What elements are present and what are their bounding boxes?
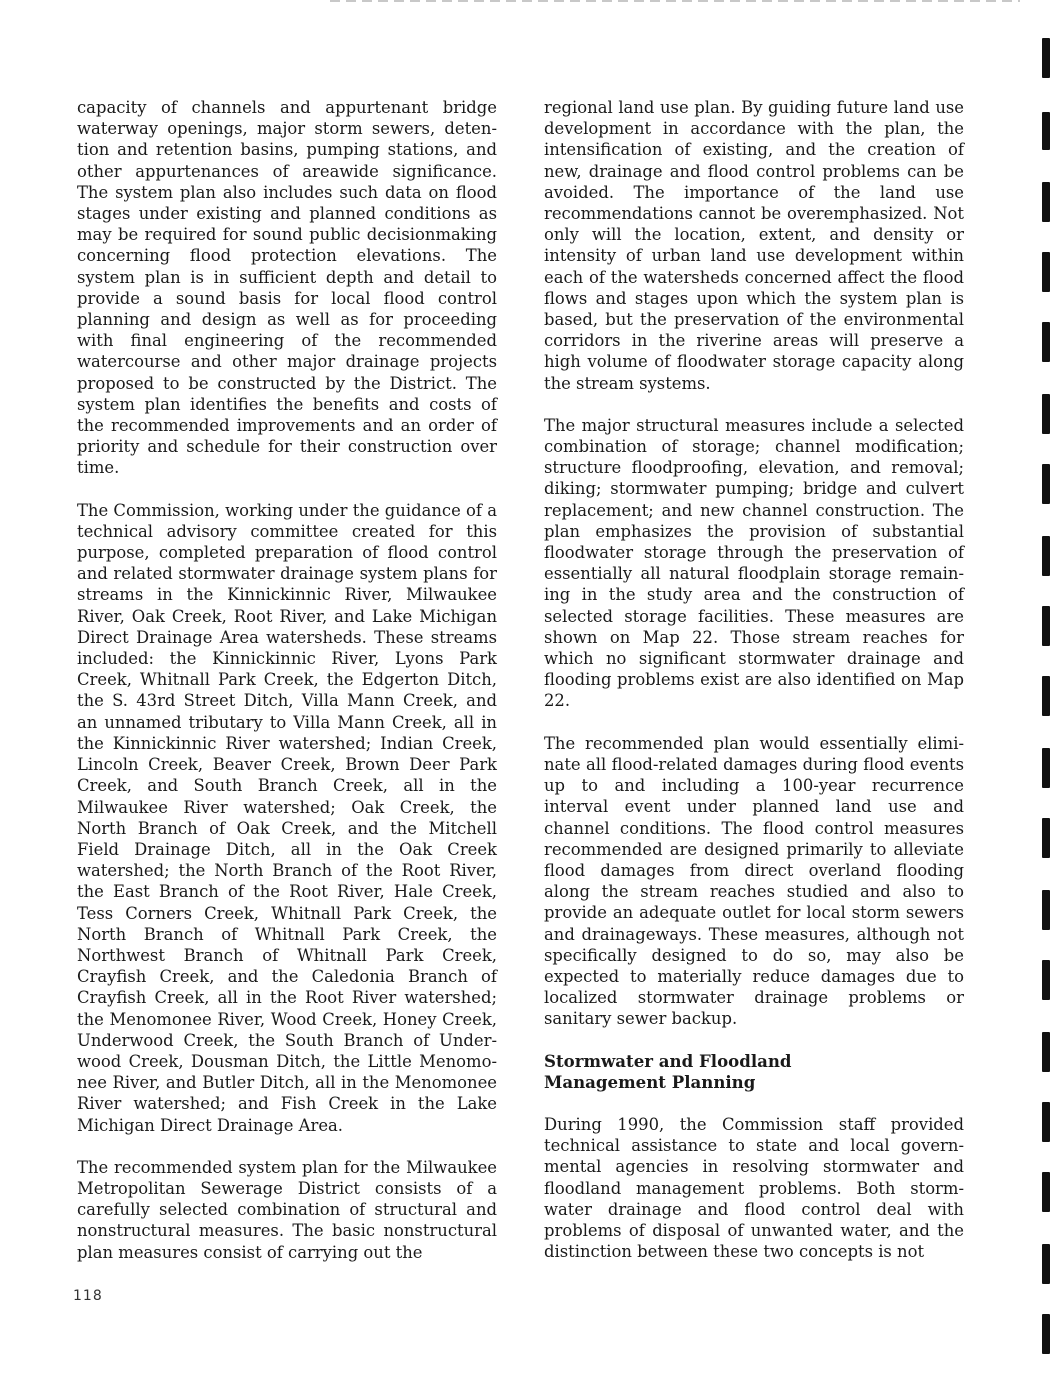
binding-mark: [1042, 890, 1050, 930]
right-paragraph-4: During 1990, the Commission staff provided technical assistance to state and local governmental agencies in resolving stormwater and floodland management problems. Both stormwater drainage and flood control deal with problems of disposal of unwanted water, and the distinction between these two concepts is not: [544, 1114, 964, 1262]
binding-mark: [1042, 252, 1050, 292]
scan-edge-line: [330, 0, 1020, 2]
binding-mark: [1042, 464, 1050, 504]
binding-mark: [1042, 960, 1050, 1000]
section-heading-line-1: Stormwater and Floodland: [544, 1050, 792, 1071]
left-text-column: [77, 97, 497, 1284]
binding-mark: [1042, 676, 1050, 716]
right-paragraph-2: The major structural measures include a selected combination of storage; channel modification; structure floodproofing, elevation, and removal; diking; stormwater pumping; bridge and culvert replacement; and new channel construction. The plan emphasizes the provision of substantial floodwater storage through the preservation of essentially all natural floodplain storage remaining in the study area and the construction of selected storage facilities. These measures are shown on Map 22. Those stream reaches for which no significant stormwater drainage and flooding problems exist are also identified on Map 22.: [544, 415, 964, 711]
section-heading-line-2: Management Planning: [544, 1071, 756, 1092]
binding-edge-marks: [1036, 0, 1062, 1380]
binding-mark: [1042, 1032, 1050, 1072]
right-paragraph-1: regional land use plan. By guiding future land use development in accordance with the plan, the intensification of existing, and the creation of new, drainage and flood control problems can be avoided. The importance of the land use recommendations cannot be overemphasized. Not only will the location, extent, and density or intensity of urban land use development within each of the watersheds concerned affect the flood flows and stages upon which the system plan is based, but the preservation of the environmental corridors in the riverine areas will preserve a high volume of floodwater storage capacity along the stream systems.: [544, 98, 964, 393]
binding-mark: [1042, 1102, 1050, 1142]
binding-mark: [1042, 1244, 1050, 1284]
binding-mark: [1042, 1172, 1050, 1212]
binding-mark: [1042, 394, 1050, 434]
left-paragraph-3: The recommended system plan for the Milwaukee Metropolitan Sewerage District consists of a carefully selected combination of structural and nonstructural measures. The basic nonstructural plan measures consist of carrying out the: [77, 1157, 497, 1262]
section-heading: [544, 1051, 964, 1093]
binding-mark: [1042, 112, 1050, 150]
binding-mark: [1042, 536, 1050, 576]
binding-mark: [1042, 748, 1050, 788]
binding-mark: [1042, 606, 1050, 646]
right-paragraph-3: The recommended plan would essentially eliminate all flood-related damages during flood events up to and including a 100-year recurrence interval event under planned land use and channel conditions. The flood control measures recommended are designed primarily to alleviate flood damages from direct overland flooding along the stream reaches studied and also to provide an adequate outlet for local storm sewers and drainageways. These measures, although not specifically designed to do so, may also be expected to materially reduce damages due to localized stormwater drainage problems or sanitary sewer backup.: [544, 733, 964, 1029]
binding-mark: [1042, 818, 1050, 858]
binding-mark: [1042, 38, 1050, 78]
binding-mark: [1042, 322, 1050, 362]
binding-mark: [1042, 182, 1050, 222]
left-paragraph-2: The Commission, working under the guidance of a technical advisory committee created for this purpose, completed preparation of flood control and related stormwater drainage system plans for streams in the Kinnickinnic River, Milwaukee River, Oak Creek, Root River, and Lake Michigan Direct Drainage Area watersheds. These streams included: the Kinnickinnic River, Lyons Park Creek, Whitnall Park Creek, the Edgerton Ditch, the S. 43rd Street Ditch, Villa Mann Creek, and an unnamed tributary to Villa Mann Creek, all in the Kinnickinnic River watershed; Indian Creek, Lincoln Creek, Beaver Creek, Brown Deer Park Creek, and South Branch Creek, all in the Milwaukee River watershed; Oak Creek, the North Branch of Oak Creek, and the Mitchell Field Drainage Ditch, all in the Oak Creek watershed; the North Branch of the Root River, the East Branch of the Root River, Hale Creek, Tess Corners Creek, Whitnall Park Creek, the North Branch of Whitnall Park Creek, the Northwest Branch of Whitnall Park Creek, Crayfish Creek, and the Caledonia Branch of Crayfish Creek, all in the Root River watershed; the Menomonee River, Wood Creek, Honey Creek, Underwood Creek, the South Branch of Underwood Creek, Dousman Ditch, the Little Menomonee River, and Butler Ditch, all in the Menomonee River watershed; and Fish Creek in the Lake Michigan Direct Drainage Area.: [77, 500, 497, 1135]
binding-mark: [1042, 1314, 1050, 1354]
right-text-column: [544, 97, 964, 1283]
page-number: 118: [73, 1288, 103, 1304]
left-paragraph-1: capacity of channels and appurtenant bridge waterway openings, major storm sewers, detention and retention basins, pumping stations, and other appurtenances of areawide significance. The system plan also includes such data on flood stages under existing and planned conditions as may be required for sound public decisionmaking concerning flood protection elevations. The system plan is in sufficient depth and detail to provide a sound basis for local flood control planning and design as well as for proceeding with final engineering of the recommended watercourse and other major drainage projects proposed to be constructed by the District. The system plan identifies the benefits and costs of the recommended improvements and an order of priority and schedule for their construction over time.: [77, 98, 497, 478]
